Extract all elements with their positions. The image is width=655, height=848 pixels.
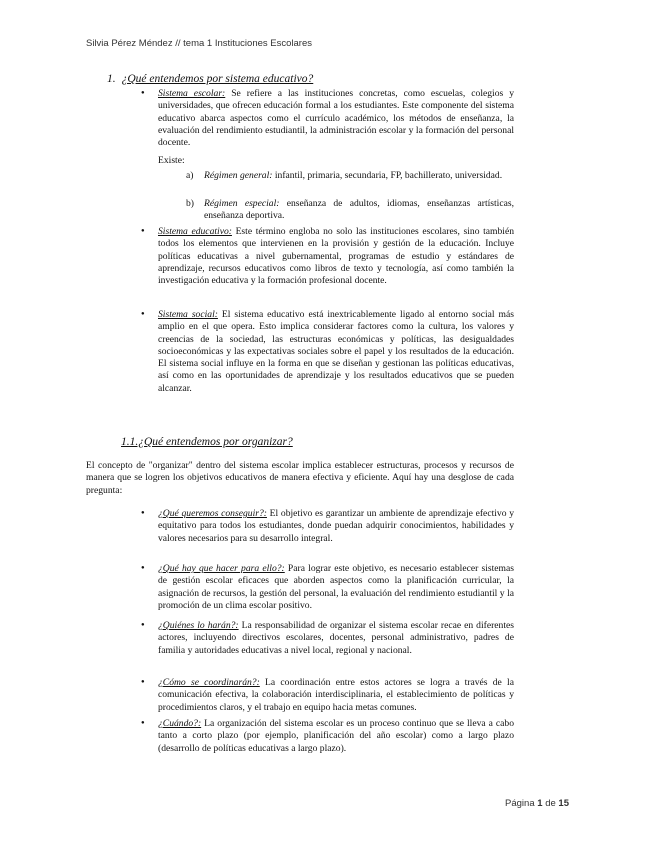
question-cuando (158, 718, 514, 755)
question-hacer (158, 563, 514, 612)
question-quienes (158, 620, 514, 657)
sub-regimen-especial (204, 198, 514, 223)
term-sistema-educativo: Sistema educativo: (158, 226, 232, 237)
term-sistema-social: Sistema social: (158, 309, 218, 320)
sub-a-mark: a) (186, 170, 194, 181)
a-conseguir: El objetivo es garantizar un ambiente de aprendizaje efectivo y equitativo para todos los estudiantes, donde puedan adquirir conocimientos, habilidades y valores necesarios para su desarrollo integral. (158, 508, 515, 544)
section-1-heading (107, 73, 313, 85)
sub-b-mark: b) (186, 198, 194, 209)
text-regimen-general: infantil, primaria, secundaria, FP, bachillerato, universidad. (272, 170, 503, 181)
footer-mid: de (542, 798, 559, 809)
text-sistema-escolar: Se refiere a las instituciones concretas, como escuelas, colegios y universidades, que ofrecen educación formal a los estudiantes. Este componente del sistema educativo abarca aspectos como el currículo académico, los métodos de enseñanza, la evaluación del rendimiento estudiantil, la administración escolar y la formación del personal docente. (158, 88, 514, 149)
q-conseguir: ¿Qué queremos conseguir?: (158, 508, 267, 519)
q-como: ¿Cómo se coordinarán?: (158, 677, 260, 688)
sub-regimen-general (204, 170, 514, 182)
q-hacer: ¿Qué hay que hacer para ello?: (158, 563, 285, 574)
q-quienes: ¿Quiénes lo harán?: (158, 620, 239, 631)
a-cuando: La organización del sistema escolar es un proceso continuo que se lleva a cabo tanto a corto plazo (por ejemplo, planificación del año escolar) como a largo plazo (desarrollo de políticas educativas a largo plazo). (158, 718, 514, 754)
term-sistema-escolar: Sistema escolar: (158, 88, 226, 99)
a-quienes: La responsabilidad de organizar el sistema escolar recae en diferentes actores, incluyendo directivos escolares, docentes, personal administrativo, padres de familia y autoridades educativas a nivel local, regional y nacional. (158, 620, 515, 656)
section-1-number: 1. (107, 73, 116, 85)
question-como (158, 677, 514, 714)
bullet-sistema-educativo (158, 226, 514, 287)
a-como: La coordinación entre estos actores se logra a través de la comunicación efectiva, la colaboración interdisciplinaria, el establecimiento de políticas y procedimientos claros, y el trabajo en equipo hacia metas comunes. (158, 677, 514, 713)
footer-total: 15 (558, 798, 569, 809)
bullet-sistema-social (158, 309, 514, 395)
footer-page: 1 (537, 798, 543, 809)
term-regimen-especial: Régimen especial: (204, 198, 280, 209)
text-regimen-especial: enseñanza de adultos, idiomas, enseñanzas artísticas, enseñanza deportiva. (204, 198, 514, 222)
question-conseguir (158, 508, 514, 545)
text-sistema-social: El sistema educativo está inextricablemente ligado al entorno social más amplio en el que opera. Esto implica considerar factores como la cultura, los valores y creencias de la sociedad, las estructuras económicas y políticas, las desigualdades socioeconómicas y las expectativas sociales sobre el papel y los resultados de la educación. El sistema social influye en la forma en que se diseñan y gestionan las políticas educativas, así como en las oportunidades de aprendizaje y los resultados educativos que se pueden alcanzar. (158, 309, 514, 394)
section-2-heading: 1.1.¿Qué entendemos por organizar? (121, 436, 293, 448)
section-2-intro: El concepto de "organizar" dentro del sistema escolar implica establecer estructuras, procesos y recursos de manera que se logren los objetivos educativos de manera efectiva y eficiente. Aquí hay una desglose de cada pregunta: (86, 460, 514, 496)
q-cuando: ¿Cuándo?: (158, 718, 202, 729)
footer-prefix: Página (505, 798, 538, 809)
existe-label: Existe: (158, 155, 185, 166)
bullet-sistema-escolar (158, 88, 514, 149)
page-footer (505, 798, 569, 809)
text-sistema-educativo: Este término engloba no solo las instituciones escolares, sino también todos los elementos que intervienen en la provisión y gestión de la educación. Incluye políticas educativas a nivel gubernamental, programas de estudio y estándares de aprendizaje, recursos educativos como libros de texto y tecnología, así como también la investigación educativa y la formación profesional docente. (158, 226, 515, 287)
a-hacer: Para lograr este objetivo, es necesario establecer sistemas de gestión escolar eficaces que aborden aspectos como la planificación curricular, la asignación de recursos, la gestión del personal, la evaluación del rendimiento estudiantil y la promoción de un clima escolar positivo. (158, 563, 514, 611)
page-header: Silvia Pérez Méndez // tema 1 Instituciones Escolares (86, 38, 312, 49)
section-1-title: ¿Qué entendemos por sistema educativo? (121, 73, 314, 85)
term-regimen-general: Régimen general: (204, 170, 273, 181)
